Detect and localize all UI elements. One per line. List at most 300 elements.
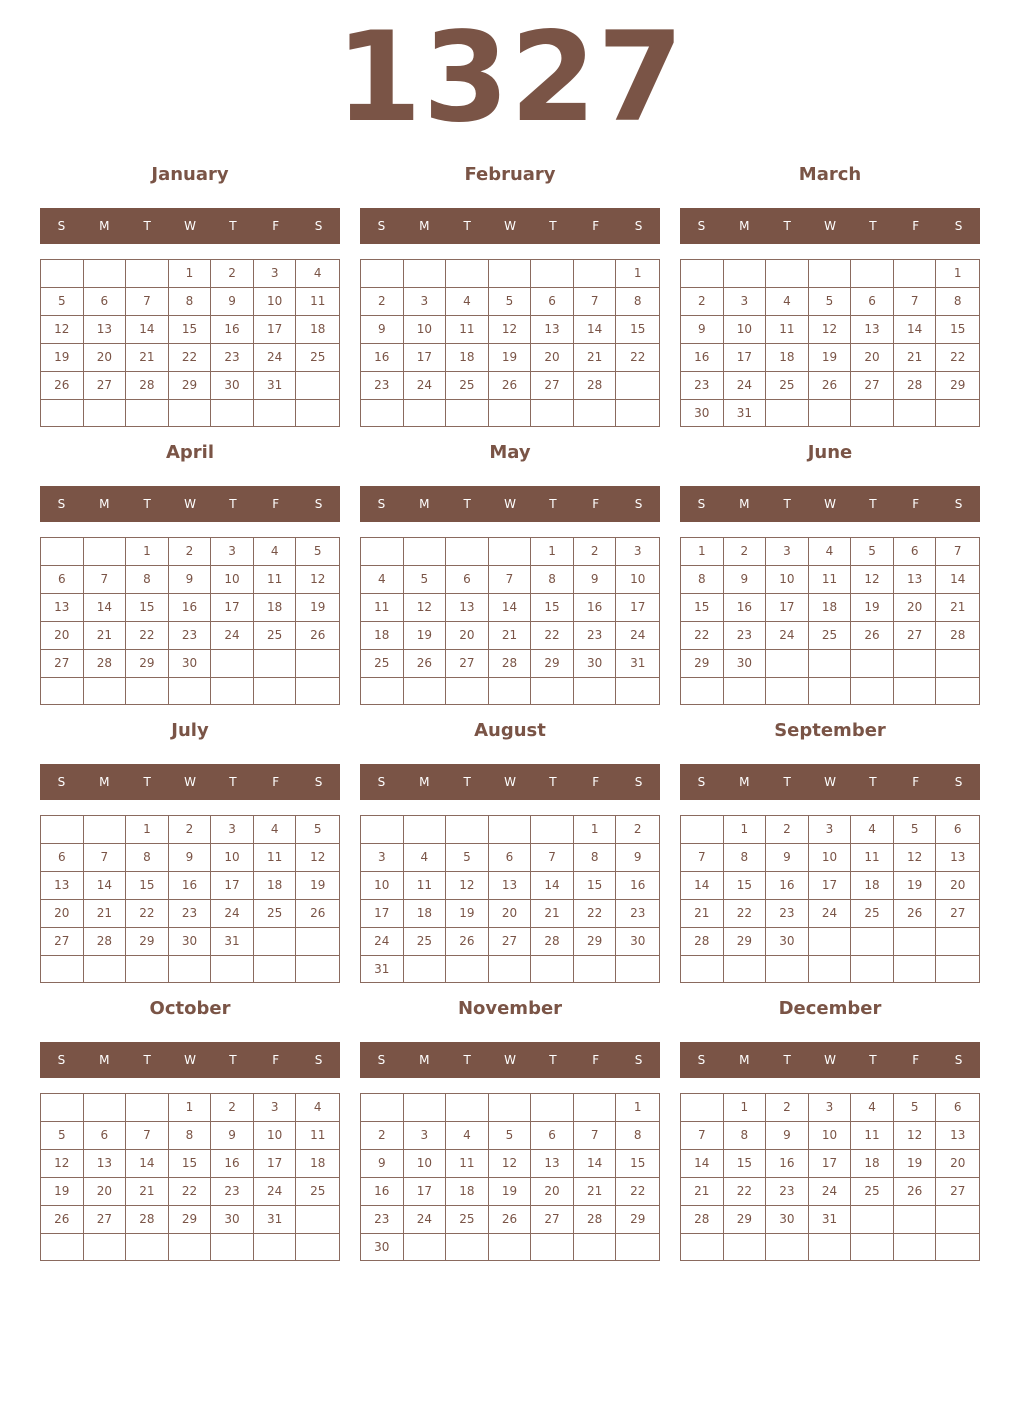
day-cell: 19 [809, 344, 852, 372]
day-cell: 27 [84, 1206, 127, 1234]
day-cell: 27 [41, 928, 84, 956]
weekday-label: M [419, 775, 430, 789]
weekday-label: S [634, 1053, 643, 1067]
day-cell: 30 [211, 1206, 254, 1234]
day-cell: 24 [616, 622, 659, 650]
day-cell: 11 [361, 594, 404, 622]
day-cell: 3 [254, 260, 297, 288]
day-cell: 7 [681, 844, 724, 872]
weekday-label: T [229, 219, 237, 233]
day-cell: 1 [616, 260, 659, 288]
day-cell: 23 [766, 900, 809, 928]
day-cell-empty [936, 1234, 979, 1260]
weekday-label: W [824, 775, 836, 789]
day-cell: 13 [851, 316, 894, 344]
day-cell-empty [296, 372, 339, 400]
day-cell: 2 [724, 538, 767, 566]
day-cell-empty [254, 650, 297, 678]
day-cell: 29 [681, 650, 724, 678]
day-cell-empty [361, 538, 404, 566]
day-cell-empty [41, 1234, 84, 1260]
weekday-label: T [229, 497, 237, 511]
day-cell: 29 [574, 928, 617, 956]
weekday-label: T [143, 1053, 151, 1067]
day-cell: 7 [574, 1122, 617, 1150]
day-cell: 19 [894, 1150, 937, 1178]
day-cell-empty [894, 1234, 937, 1260]
day-cell: 31 [724, 400, 767, 427]
day-cell-empty [851, 928, 894, 956]
month-name: December [778, 998, 882, 1019]
day-cell-empty [446, 538, 489, 566]
day-cell-empty [446, 1094, 489, 1122]
day-cell-empty [296, 400, 339, 426]
day-cell: 31 [254, 372, 297, 400]
day-cell: 24 [724, 372, 767, 400]
day-cell-empty [404, 260, 447, 288]
day-cell: 5 [404, 566, 447, 594]
day-cell: 1 [169, 1094, 212, 1122]
day-cell: 3 [254, 1094, 297, 1122]
day-cell: 8 [724, 1122, 767, 1150]
weekday-label: W [504, 1053, 516, 1067]
day-cell: 18 [446, 344, 489, 372]
day-cell-empty [851, 678, 894, 704]
day-cell: 4 [809, 538, 852, 566]
day-cell: 14 [84, 872, 127, 900]
day-cell-empty [936, 956, 979, 982]
weekday-label: F [272, 219, 280, 233]
day-cell: 17 [766, 594, 809, 622]
day-cell: 20 [41, 622, 84, 650]
day-grid [360, 259, 660, 427]
day-cell: 21 [894, 344, 937, 372]
day-cell-empty [211, 650, 254, 678]
day-cell-empty [446, 400, 489, 426]
day-cell-empty [254, 400, 297, 426]
day-cell-empty [766, 650, 809, 678]
day-cell: 16 [724, 594, 767, 622]
day-cell: 21 [531, 900, 574, 928]
day-cell: 19 [41, 344, 84, 372]
day-cell-empty [296, 956, 339, 982]
day-cell: 28 [126, 372, 169, 400]
day-grid [360, 815, 660, 983]
day-cell-empty [681, 1234, 724, 1260]
day-cell: 10 [404, 1150, 447, 1178]
day-cell: 13 [41, 594, 84, 622]
weekday-label: W [824, 219, 836, 233]
day-cell: 6 [41, 566, 84, 594]
day-grid [40, 815, 340, 983]
weekday-label: T [463, 1053, 471, 1067]
weekday-label: M [739, 775, 750, 789]
day-cell: 2 [361, 1122, 404, 1150]
day-cell: 28 [84, 928, 127, 956]
day-cell: 11 [404, 872, 447, 900]
day-cell: 9 [169, 566, 212, 594]
day-cell: 11 [446, 316, 489, 344]
day-cell: 22 [126, 900, 169, 928]
day-cell-empty [724, 678, 767, 704]
weekday-label: F [912, 219, 920, 233]
day-cell: 7 [489, 566, 532, 594]
day-cell: 18 [851, 1150, 894, 1178]
day-cell: 20 [84, 1178, 127, 1206]
day-cell: 16 [211, 1150, 254, 1178]
day-cell-empty [681, 816, 724, 844]
weekday-label: T [783, 775, 791, 789]
day-grid [40, 259, 340, 427]
day-cell-empty [531, 956, 574, 983]
day-cell: 23 [616, 900, 659, 928]
day-cell: 24 [211, 622, 254, 650]
day-cell-empty [894, 260, 937, 288]
day-cell: 24 [404, 1206, 447, 1234]
day-cell: 9 [574, 566, 617, 594]
day-cell: 9 [766, 844, 809, 872]
day-cell: 18 [446, 1178, 489, 1206]
day-cell-empty [41, 260, 84, 288]
day-cell-empty [404, 1234, 447, 1261]
day-cell: 8 [616, 288, 659, 316]
day-cell: 1 [936, 260, 979, 288]
day-cell: 28 [936, 622, 979, 650]
day-cell: 9 [361, 1150, 404, 1178]
month-name: October [149, 998, 231, 1019]
day-cell-empty [84, 538, 127, 566]
day-cell: 2 [211, 1094, 254, 1122]
day-cell-empty [169, 1234, 212, 1260]
day-cell-empty [169, 956, 212, 982]
day-cell: 17 [724, 344, 767, 372]
day-cell: 14 [489, 594, 532, 622]
day-cell: 5 [894, 1094, 937, 1122]
day-cell-empty [489, 956, 532, 983]
day-cell: 1 [126, 538, 169, 566]
day-cell-empty [574, 956, 617, 983]
day-cell: 21 [681, 1178, 724, 1206]
day-cell: 16 [169, 594, 212, 622]
day-cell: 7 [126, 288, 169, 316]
day-cell-empty [254, 928, 297, 956]
day-cell: 23 [724, 622, 767, 650]
day-cell-empty [681, 260, 724, 288]
day-cell-empty [574, 260, 617, 288]
day-cell-empty [361, 816, 404, 844]
day-cell: 5 [894, 816, 937, 844]
weekday-label: T [463, 497, 471, 511]
day-cell-empty [126, 956, 169, 982]
weekday-label: S [57, 219, 66, 233]
day-cell: 31 [809, 1206, 852, 1234]
day-cell-empty [724, 956, 767, 982]
day-cell: 4 [851, 816, 894, 844]
day-cell: 16 [616, 872, 659, 900]
day-cell: 28 [681, 928, 724, 956]
day-cell-empty [169, 400, 212, 426]
day-cell: 24 [809, 1178, 852, 1206]
day-cell: 23 [361, 1206, 404, 1234]
day-cell: 31 [211, 928, 254, 956]
day-cell: 21 [936, 594, 979, 622]
day-cell: 9 [766, 1122, 809, 1150]
day-cell: 11 [296, 1122, 339, 1150]
day-cell: 18 [404, 900, 447, 928]
day-cell: 14 [894, 316, 937, 344]
day-cell: 26 [41, 1206, 84, 1234]
weekday-label: T [549, 219, 557, 233]
day-cell: 30 [574, 650, 617, 678]
day-cell-empty [211, 956, 254, 982]
day-cell: 13 [894, 566, 937, 594]
day-cell: 11 [766, 316, 809, 344]
day-cell: 25 [404, 928, 447, 956]
day-cell-empty [361, 400, 404, 426]
day-cell: 20 [84, 344, 127, 372]
day-cell: 27 [84, 372, 127, 400]
day-cell-empty [766, 260, 809, 288]
month-name: March [798, 164, 862, 185]
day-cell: 3 [404, 1122, 447, 1150]
day-cell: 22 [681, 622, 724, 650]
day-cell: 21 [574, 344, 617, 372]
day-cell: 8 [616, 1122, 659, 1150]
day-cell: 18 [296, 1150, 339, 1178]
month-name: April [165, 442, 215, 463]
day-cell-empty [616, 956, 659, 983]
day-cell: 1 [531, 538, 574, 566]
day-cell: 3 [211, 816, 254, 844]
day-cell: 30 [766, 1206, 809, 1234]
weekday-header [360, 764, 660, 800]
day-cell: 12 [809, 316, 852, 344]
day-cell-empty [84, 678, 127, 704]
day-cell-empty [616, 678, 659, 704]
day-cell: 30 [681, 400, 724, 427]
day-grid [680, 537, 980, 705]
day-cell: 3 [211, 538, 254, 566]
day-cell-empty [84, 1094, 127, 1122]
day-cell: 15 [724, 872, 767, 900]
day-cell: 24 [254, 1178, 297, 1206]
weekday-label: T [549, 775, 557, 789]
day-cell: 12 [851, 566, 894, 594]
day-cell-empty [936, 928, 979, 956]
day-cell-empty [41, 816, 84, 844]
day-cell: 29 [169, 1206, 212, 1234]
day-cell: 13 [531, 1150, 574, 1178]
day-cell: 22 [169, 1178, 212, 1206]
day-cell: 22 [724, 900, 767, 928]
weekday-label: S [377, 1053, 386, 1067]
weekday-label: T [229, 775, 237, 789]
day-cell: 23 [211, 344, 254, 372]
year-title: 1327 [335, 6, 685, 150]
day-cell: 12 [296, 844, 339, 872]
day-cell: 17 [254, 1150, 297, 1178]
day-cell-empty [489, 400, 532, 426]
day-cell: 8 [169, 288, 212, 316]
day-cell: 10 [616, 566, 659, 594]
day-cell: 5 [41, 1122, 84, 1150]
day-cell: 30 [766, 928, 809, 956]
day-cell: 27 [894, 622, 937, 650]
weekday-label: S [954, 219, 963, 233]
day-cell: 29 [616, 1206, 659, 1234]
day-cell: 11 [446, 1150, 489, 1178]
day-cell: 8 [936, 288, 979, 316]
day-cell: 7 [894, 288, 937, 316]
day-cell-empty [41, 1094, 84, 1122]
day-cell: 27 [531, 1206, 574, 1234]
day-cell: 2 [169, 816, 212, 844]
day-cell: 27 [41, 650, 84, 678]
day-grid [360, 537, 660, 705]
day-cell-empty [724, 1234, 767, 1260]
day-cell: 28 [84, 650, 127, 678]
day-cell: 16 [361, 1178, 404, 1206]
day-cell-empty [851, 400, 894, 427]
day-cell: 20 [851, 344, 894, 372]
day-cell: 22 [126, 622, 169, 650]
day-cell-empty [894, 956, 937, 982]
day-cell: 6 [84, 1122, 127, 1150]
weekday-label: T [463, 219, 471, 233]
day-cell: 27 [446, 650, 489, 678]
day-cell: 8 [531, 566, 574, 594]
day-cell-empty [574, 1094, 617, 1122]
day-cell-empty [531, 678, 574, 704]
day-cell: 20 [936, 872, 979, 900]
day-cell-empty [851, 956, 894, 982]
day-cell: 13 [41, 872, 84, 900]
day-cell: 2 [766, 816, 809, 844]
month-name: February [464, 164, 556, 185]
day-cell: 14 [84, 594, 127, 622]
day-cell: 9 [211, 288, 254, 316]
day-cell-empty [41, 678, 84, 704]
day-cell: 25 [766, 372, 809, 400]
weekday-label: M [99, 219, 110, 233]
day-cell: 11 [254, 844, 297, 872]
day-cell: 26 [404, 650, 447, 678]
day-cell: 27 [936, 1178, 979, 1206]
day-cell: 13 [446, 594, 489, 622]
weekday-header [360, 208, 660, 244]
weekday-label: T [143, 219, 151, 233]
day-cell-empty [531, 1234, 574, 1261]
day-cell-empty [616, 1234, 659, 1261]
weekday-label: T [869, 497, 877, 511]
day-cell: 11 [851, 1122, 894, 1150]
month-name: November [457, 998, 563, 1019]
day-cell: 6 [84, 288, 127, 316]
day-cell-empty [936, 650, 979, 678]
day-cell: 25 [254, 622, 297, 650]
day-cell: 22 [169, 344, 212, 372]
day-cell: 23 [169, 900, 212, 928]
day-cell-empty [254, 956, 297, 982]
day-cell-empty [361, 260, 404, 288]
weekday-label: S [954, 497, 963, 511]
day-cell: 28 [894, 372, 937, 400]
day-cell: 16 [169, 872, 212, 900]
day-cell: 25 [851, 1178, 894, 1206]
day-cell: 6 [936, 1094, 979, 1122]
day-cell-empty [531, 260, 574, 288]
day-cell: 5 [489, 288, 532, 316]
weekday-header [680, 208, 980, 244]
day-cell: 30 [616, 928, 659, 956]
day-cell: 10 [211, 844, 254, 872]
weekday-label: T [783, 1053, 791, 1067]
day-cell: 19 [296, 872, 339, 900]
day-cell-empty [254, 1234, 297, 1260]
day-cell: 15 [616, 316, 659, 344]
month-name: August [474, 720, 546, 741]
day-cell: 18 [361, 622, 404, 650]
weekday-header [40, 1042, 340, 1078]
day-cell: 27 [936, 900, 979, 928]
day-cell: 22 [574, 900, 617, 928]
day-cell: 20 [446, 622, 489, 650]
day-cell: 30 [211, 372, 254, 400]
day-cell: 18 [766, 344, 809, 372]
day-cell: 19 [851, 594, 894, 622]
day-cell: 3 [809, 1094, 852, 1122]
day-cell-empty [616, 400, 659, 426]
day-cell: 6 [531, 288, 574, 316]
weekday-label: W [504, 219, 516, 233]
day-cell: 23 [681, 372, 724, 400]
day-cell: 14 [531, 872, 574, 900]
weekday-label: F [592, 775, 600, 789]
day-cell: 9 [616, 844, 659, 872]
weekday-label: S [377, 775, 386, 789]
day-cell-empty [296, 678, 339, 704]
day-cell: 26 [489, 1206, 532, 1234]
day-cell: 11 [809, 566, 852, 594]
day-cell-empty [296, 928, 339, 956]
day-cell: 10 [404, 316, 447, 344]
weekday-label: S [57, 497, 66, 511]
day-cell: 19 [41, 1178, 84, 1206]
day-cell: 22 [936, 344, 979, 372]
weekday-header [680, 764, 980, 800]
day-cell: 6 [894, 538, 937, 566]
day-cell-empty [404, 538, 447, 566]
weekday-label: S [634, 497, 643, 511]
month-name: May [489, 442, 531, 463]
weekday-header [680, 486, 980, 522]
month-name: July [171, 720, 209, 741]
day-cell: 21 [126, 1178, 169, 1206]
day-cell: 13 [531, 316, 574, 344]
day-cell-empty [616, 372, 659, 400]
day-cell: 24 [361, 928, 404, 956]
day-cell-empty [894, 1206, 937, 1234]
weekday-label: W [824, 497, 836, 511]
day-cell-empty [41, 956, 84, 982]
day-cell-empty [531, 816, 574, 844]
day-cell-empty [84, 1234, 127, 1260]
day-cell: 14 [681, 872, 724, 900]
day-cell: 9 [724, 566, 767, 594]
day-cell: 3 [361, 844, 404, 872]
day-cell: 19 [489, 1178, 532, 1206]
day-cell: 7 [681, 1122, 724, 1150]
